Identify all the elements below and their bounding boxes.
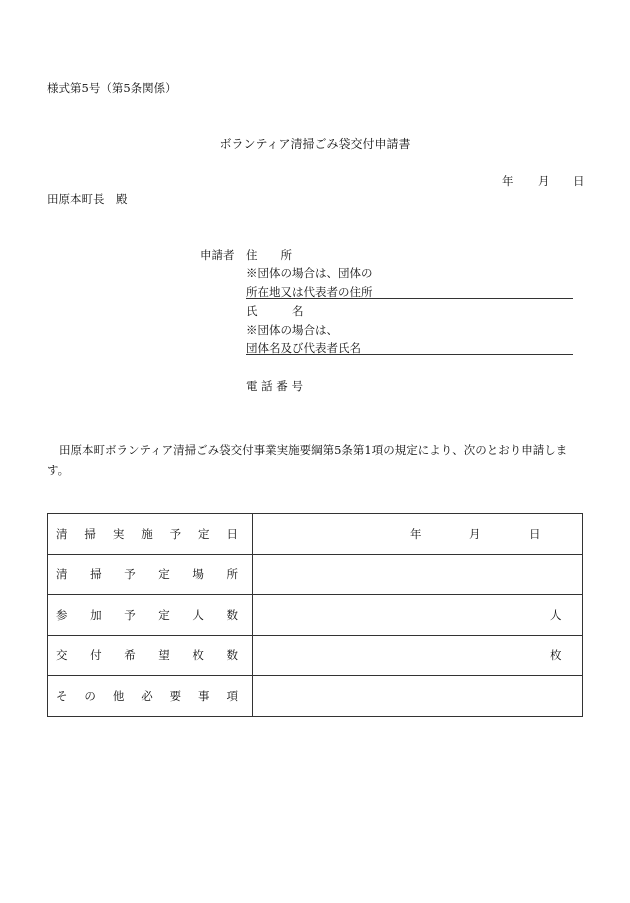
row-value-cell[interactable] xyxy=(253,514,583,555)
row-value-cell[interactable] xyxy=(253,635,583,676)
date-month-label: 月 xyxy=(538,174,550,188)
row-label-char: 必 xyxy=(141,688,153,703)
row-label-char: 参 xyxy=(56,607,68,622)
unit-label: 月 xyxy=(469,526,481,541)
row-label-char: 数 xyxy=(226,648,238,663)
unit-label: 日 xyxy=(529,526,541,541)
date-day-label: 日 xyxy=(573,174,585,188)
row-label-char: 掃 xyxy=(90,567,102,582)
row-label-cell xyxy=(48,635,253,676)
name-underline xyxy=(246,354,573,355)
address-note-2: 所在地又は代表者の住所 xyxy=(246,285,373,299)
row-label-char: 数 xyxy=(226,607,238,622)
row-label-char: 要 xyxy=(169,688,182,703)
table-row xyxy=(48,554,583,595)
row-label xyxy=(56,526,238,542)
phone-label: 電 話 番 号 xyxy=(246,379,303,393)
row-label-char: 掃 xyxy=(84,526,96,541)
row-label-char: 項 xyxy=(226,688,238,703)
row-label-char: 予 xyxy=(169,526,182,541)
addressee: 田原本町長 殿 xyxy=(47,192,128,206)
table-row xyxy=(48,635,583,676)
row-label-char: の xyxy=(84,688,96,703)
address-underline xyxy=(246,298,573,299)
form-number: 様式第5号（第5条関係） xyxy=(47,81,177,95)
name-label: 氏 名 xyxy=(246,304,304,318)
row-label-char: 実 xyxy=(112,526,125,541)
row-label-char: 望 xyxy=(158,648,170,663)
row-label-char: 定 xyxy=(198,526,210,541)
document-title: ボランティア清掃ごみ袋交付申請書 xyxy=(219,137,411,151)
application-table xyxy=(47,513,583,717)
row-label-char: 事 xyxy=(198,688,210,703)
unit-label: 年 xyxy=(410,526,422,541)
row-label-char: 交 xyxy=(56,648,68,663)
row-label-cell xyxy=(48,514,253,555)
row-label-char: 枚 xyxy=(192,648,204,663)
row-value-cell[interactable] xyxy=(253,554,583,595)
row-label-cell xyxy=(48,676,253,717)
row-value-cell[interactable] xyxy=(253,595,583,636)
row-label-char: 予 xyxy=(124,607,136,622)
name-note-1: ※団体の場合は、 xyxy=(246,323,338,337)
name-note-2: 団体名及び代表者氏名 xyxy=(246,341,361,355)
row-label-char: そ xyxy=(56,688,68,703)
applicant-label: 申請者 xyxy=(200,248,235,262)
row-label xyxy=(56,647,238,663)
row-label-char: 清 xyxy=(56,567,68,582)
row-value-cell[interactable] xyxy=(253,676,583,717)
row-label-char: 所 xyxy=(226,567,238,582)
row-label-cell xyxy=(48,554,253,595)
row-label-char: 定 xyxy=(158,567,170,582)
row-label-char: 他 xyxy=(112,688,125,703)
address-note-1: ※団体の場合は、団体の xyxy=(246,266,373,280)
row-label xyxy=(56,688,238,704)
row-label xyxy=(56,566,238,582)
row-label xyxy=(56,607,238,623)
table-row xyxy=(48,676,583,717)
row-label-char: 加 xyxy=(90,607,102,622)
address-label: 住 所 xyxy=(246,248,292,262)
table-row xyxy=(48,514,583,555)
row-label-char: 日 xyxy=(226,526,238,541)
row-label-char: 清 xyxy=(56,526,68,541)
row-label-char: 希 xyxy=(124,648,136,663)
row-label-char: 付 xyxy=(90,648,102,663)
unit-label: 人 xyxy=(550,607,562,622)
row-label-char: 人 xyxy=(192,607,204,622)
row-label-char: 施 xyxy=(141,526,153,541)
body-paragraph: 田原本町ボランティア清掃ごみ袋交付事業実施要綱第5条第1項の規定により、次のとおり申請します。 xyxy=(47,443,568,477)
row-label-cell xyxy=(48,595,253,636)
table-row xyxy=(48,595,583,636)
date-year-label: 年 xyxy=(502,174,514,188)
row-label-char: 定 xyxy=(158,607,170,622)
row-label-char: 場 xyxy=(192,567,204,582)
unit-label: 枚 xyxy=(550,648,562,663)
row-label-char: 予 xyxy=(124,567,136,582)
